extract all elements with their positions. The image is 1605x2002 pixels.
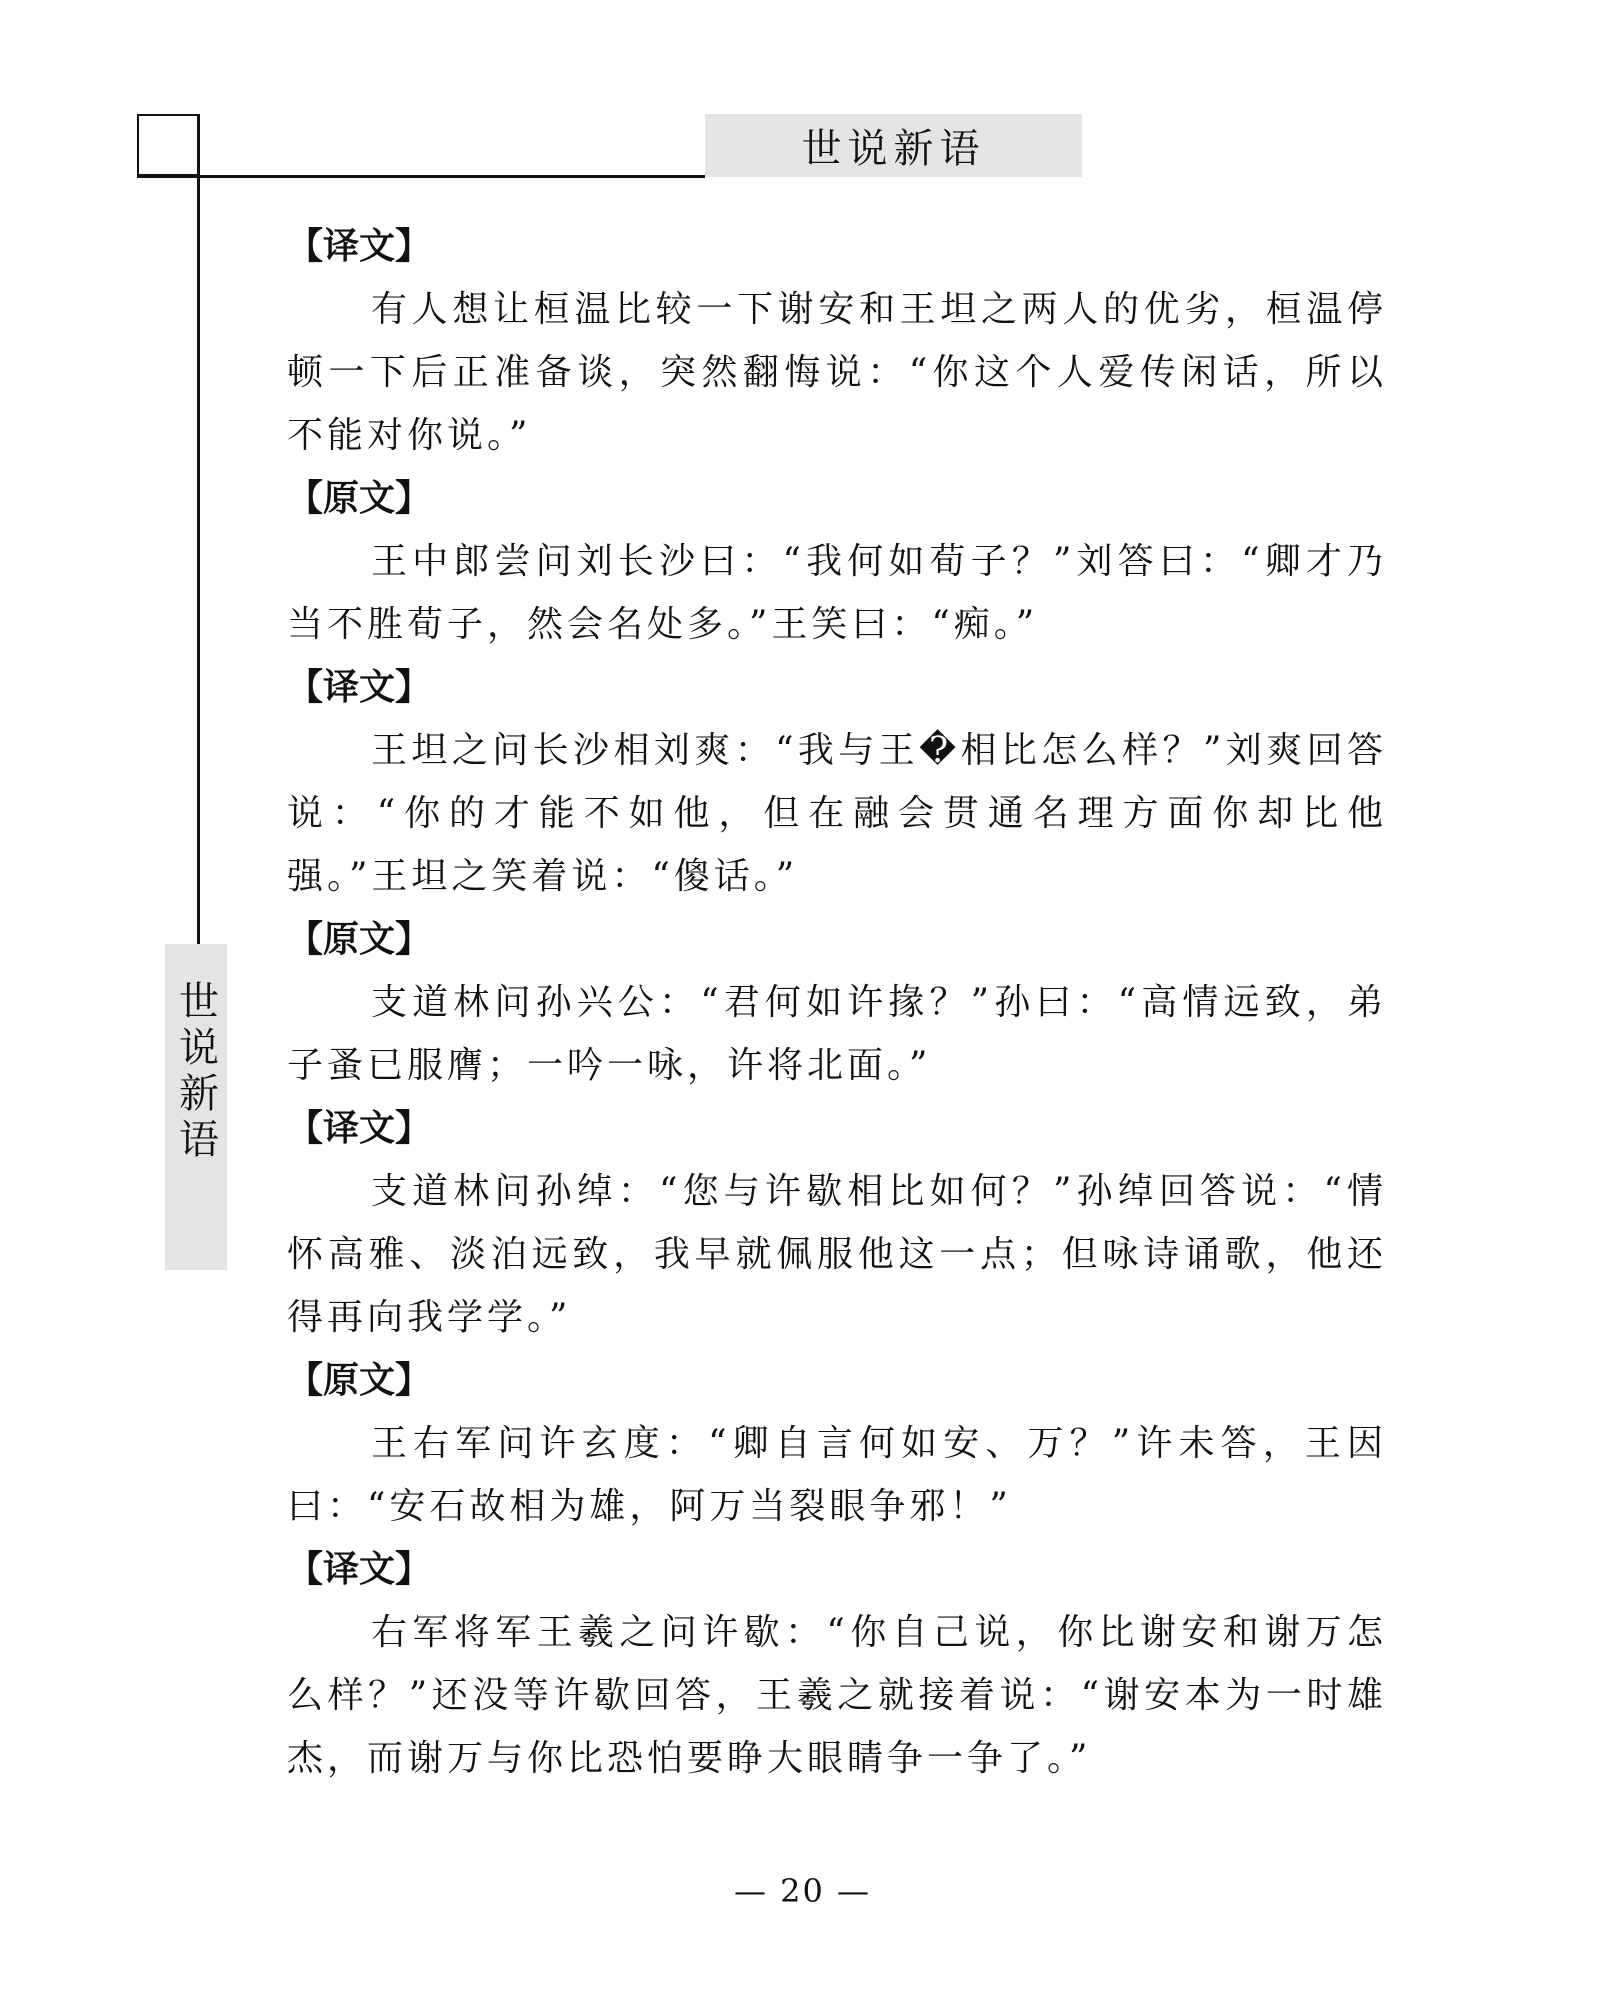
section-heading: 【译文】 [287, 667, 432, 708]
section-paragraph: 王坦之问长沙相刘爽：“我与王�相比怎么样？”刘爽回答说：“你的才能不如他，但在融会贯通名理方面你却比他强。”王坦之笑着说：“傻话。” [287, 730, 1387, 897]
section-paragraph: 右军将军王羲之问许歇：“你自己说，你比谢安和谢万怎么样？”还没等许歇回答，王羲之就接着说：“谢安本为一时雄杰，而谢万与你比恐怕要睁大眼睛争一争了。” [287, 1612, 1387, 1779]
page-body [287, 215, 1387, 1790]
side-tab-label: 世说新语 [172, 980, 219, 1164]
margin-rule [197, 114, 200, 944]
section-paragraph: 有人想让桓温比较一下谢安和王坦之两人的优劣，桓温停顿一下后正准备谈，突然翻悔说：“你这个人爱传闲话，所以不能对你说。” [287, 289, 1387, 456]
running-header-title [705, 114, 1082, 177]
section-heading: 【原文】 [287, 478, 432, 519]
section-paragraph: 王中郎尝问刘长沙曰：“我何如荀子？”刘答曰：“卿才乃当不胜荀子，然会名处多。”王笑曰：“痴。” [287, 541, 1387, 645]
header-title-text: 世说新语 [801, 126, 986, 172]
section-paragraph: 支道林问孙绰：“您与许歇相比如何？”孙绰回答说：“情怀高雅、淡泊远致，我早就佩服他这一点；但咏诗诵歌，他还得再向我学学。” [287, 1171, 1387, 1338]
section-heading: 【译文】 [287, 1549, 432, 1590]
page-number: — 20 — [733, 1872, 872, 1910]
section-heading: 【原文】 [287, 1360, 432, 1401]
corner-box-decoration [137, 114, 199, 176]
section-heading: 【原文】 [287, 919, 432, 960]
side-tab [165, 944, 227, 1270]
section-paragraph: 支道林问孙兴公：“君何如许掾？”孙曰：“高情远致，弟子蚤已服膺；一吟一咏，许将北面。” [287, 982, 1387, 1086]
section-paragraph: 王右军问许玄度：“卿自言何如安、万？”许未答，王因曰：“安石故相为雄，阿万当裂眼争邪！” [287, 1423, 1387, 1527]
section-heading: 【译文】 [287, 226, 432, 267]
section-heading: 【译文】 [287, 1108, 432, 1149]
header-rule [137, 175, 705, 178]
